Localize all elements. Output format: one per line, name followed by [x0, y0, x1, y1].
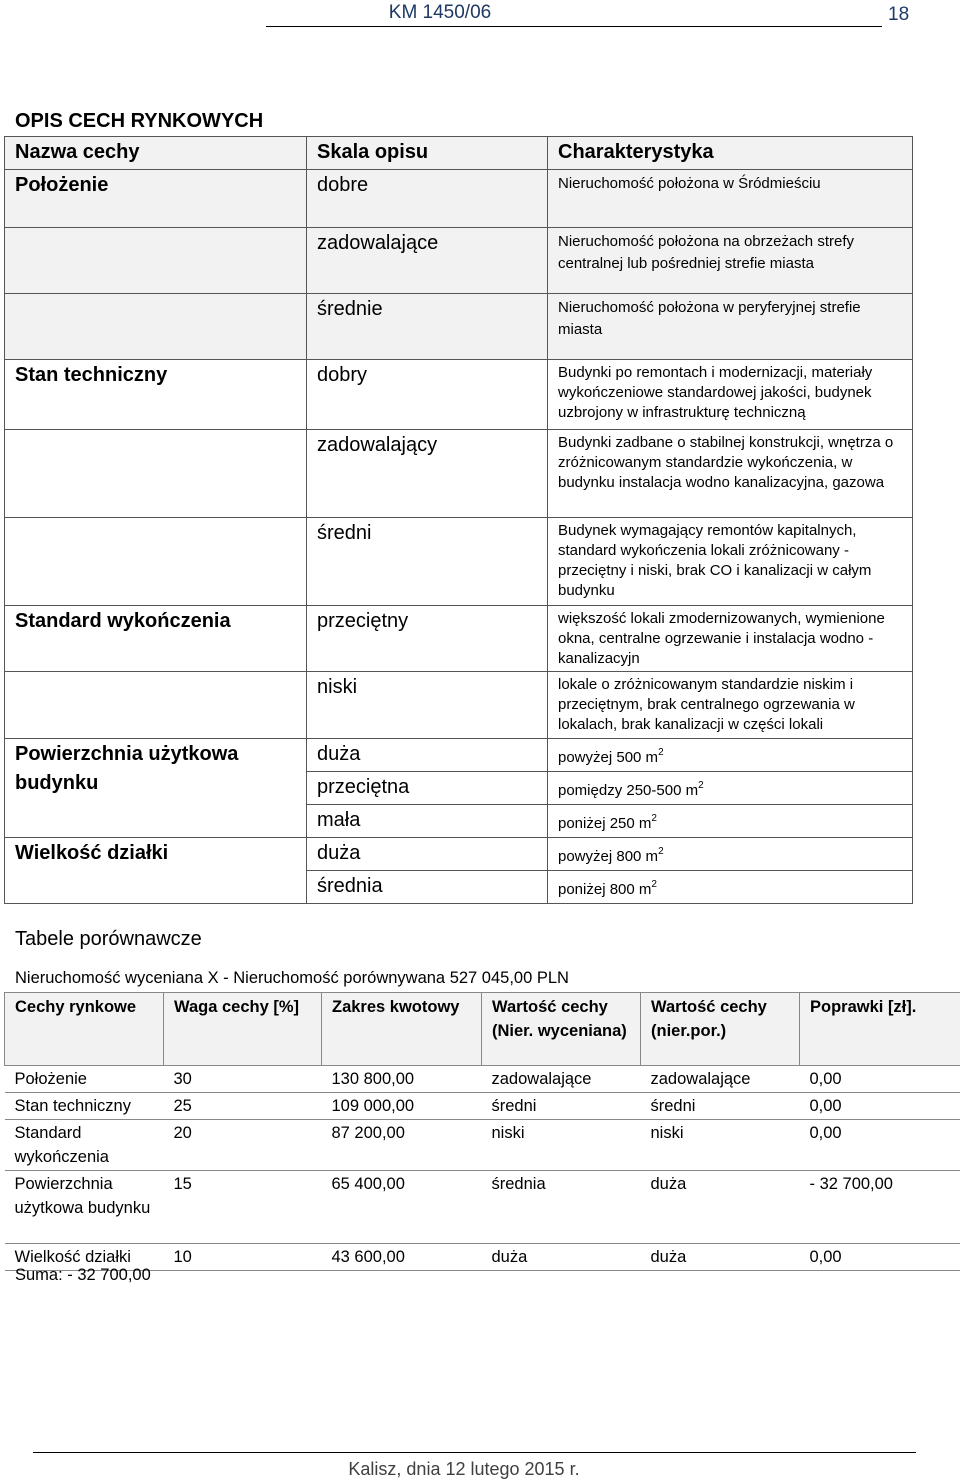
column-header: Nazwa cechy: [5, 137, 307, 170]
description-text: powyżej 800 m: [558, 848, 659, 865]
feature-cell: Powierzchnia użytkowa budynku: [5, 739, 307, 838]
description-cell: Budynki po remontach i modernizacji, materiały wykończeniowe standardowej jakości, budynek uzbrojony w infrastrukturę techniczną: [548, 360, 913, 430]
footer-date: Kalisz, dnia 12 lutego 2015 r.: [348, 1459, 580, 1479]
weight-cell: 10: [164, 1244, 322, 1271]
description-cell: [548, 772, 913, 805]
table-header-row: [5, 137, 913, 170]
feature-cell: Powierzchnia użytkowa budynku: [5, 1171, 164, 1244]
comparison-caption: Nieruchomość wyceniana X - Nieruchomość porównywana 527 045,00 PLN: [15, 969, 569, 987]
valued-cell: średni: [482, 1093, 641, 1120]
feature-cell: [5, 430, 307, 518]
correction-cell: - 32 700,00: [800, 1171, 960, 1244]
table-row: [5, 170, 913, 228]
table-row: [5, 1066, 960, 1093]
range-cell: 65 400,00: [322, 1171, 482, 1244]
column-header: Zakres kwotowy: [322, 993, 482, 1066]
description-cell: lokale o zróżnicowanym standardzie niskim i przeciętnym, brak centralnego ogrzewania w lokalach, brak kanalizacji w części lokali: [548, 672, 913, 739]
description-cell: większość lokali zmodernizowanych, wymienione okna, centralne ogrzewanie i instalacja wodno - kanalizacyjn: [548, 606, 913, 672]
feature-cell: Standard wykończenia: [5, 1120, 164, 1171]
description-text: poniżej 800 m: [558, 881, 652, 898]
scale-cell: średni: [307, 518, 548, 606]
valued-cell: średnia: [482, 1171, 641, 1244]
scale-cell: mała: [307, 805, 548, 838]
description-cell: Nieruchomość położona w Śródmieściu: [548, 170, 913, 228]
table-row: [5, 294, 913, 360]
page-number: 18: [888, 4, 910, 25]
description-cell: [548, 739, 913, 772]
feature-cell: [5, 672, 307, 739]
table-row: [5, 1171, 960, 1244]
correction-cell: 0,00: [800, 1120, 960, 1171]
column-header: Wartość cechy (nier.por.): [641, 993, 800, 1066]
description-text: pomiędzy 250-500 m: [558, 782, 699, 799]
correction-cell: 0,00: [800, 1244, 960, 1271]
column-header: Charakterystyka: [548, 137, 913, 170]
feature-cell: [5, 294, 307, 360]
feature-cell: Stan techniczny: [5, 1093, 164, 1120]
unit-exponent: 2: [651, 879, 657, 890]
weight-cell: 25: [164, 1093, 322, 1120]
scale-cell: średnie: [307, 294, 548, 360]
scale-cell: średnia: [307, 871, 548, 904]
feature-cell: Położenie: [5, 170, 307, 228]
feature-cell: Położenie: [5, 1066, 164, 1093]
scale-cell: dobre: [307, 170, 548, 228]
description-cell: [548, 871, 913, 904]
feature-cell: Wielkość działki: [5, 838, 307, 904]
description-cell: Nieruchomość położona w peryferyjnej strefie miasta: [548, 294, 913, 360]
table-row: [5, 606, 913, 672]
valued-cell: zadowalające: [482, 1066, 641, 1093]
description-cell: [548, 838, 913, 871]
scale-cell: duża: [307, 739, 548, 772]
description-cell: Budynek wymagający remontów kapitalnych, standard wykończenia lokali zróżnicowany - przeciętny i niski, brak CO i kanalizacji w całym budynku: [548, 518, 913, 606]
scale-cell: przeciętna: [307, 772, 548, 805]
range-cell: 130 800,00: [322, 1066, 482, 1093]
compared-cell: duża: [641, 1171, 800, 1244]
scale-cell: zadowalający: [307, 430, 548, 518]
feature-cell: Stan techniczny: [5, 360, 307, 430]
table-row: [5, 672, 913, 739]
scale-cell: zadowalające: [307, 228, 548, 294]
column-header: Poprawki [zł].: [800, 993, 960, 1066]
range-cell: 109 000,00: [322, 1093, 482, 1120]
scale-cell: dobry: [307, 360, 548, 430]
unit-exponent: 2: [658, 846, 664, 857]
header-rule: [266, 26, 882, 27]
table-row: [5, 838, 913, 871]
correction-cell: 0,00: [800, 1066, 960, 1093]
feature-cell: Wielkość działki: [5, 1244, 164, 1271]
sum-total: Suma: - 32 700,00: [15, 1266, 151, 1284]
table-row: [5, 1093, 960, 1120]
column-header: Skala opisu: [307, 137, 548, 170]
feature-cell: Standard wykończenia: [5, 606, 307, 672]
column-header: Cechy rynkowe: [5, 993, 164, 1066]
weight-cell: 15: [164, 1171, 322, 1244]
weight-cell: 20: [164, 1120, 322, 1171]
feature-cell: [5, 518, 307, 606]
compared-cell: średni: [641, 1093, 800, 1120]
range-cell: 87 200,00: [322, 1120, 482, 1171]
table-header-row: [5, 993, 960, 1066]
valued-cell: niski: [482, 1120, 641, 1171]
description-text: powyżej 500 m: [558, 749, 659, 766]
scale-cell: duża: [307, 838, 548, 871]
unit-exponent: 2: [658, 747, 664, 758]
table-row: [5, 1120, 960, 1171]
column-header: Wartość cechy (Nier. wyceniana): [482, 993, 641, 1066]
document-id: KM 1450/06: [388, 2, 492, 23]
column-header: Waga cechy [%]: [164, 993, 322, 1066]
scale-cell: niski: [307, 672, 548, 739]
description-cell: [548, 805, 913, 838]
compared-cell: duża: [641, 1244, 800, 1271]
table-row: [5, 430, 913, 518]
table-row: [5, 739, 913, 772]
footer-rule: [33, 1452, 916, 1453]
feature-cell: [5, 228, 307, 294]
correction-cell: 0,00: [800, 1093, 960, 1120]
table-row: [5, 360, 913, 430]
valued-cell: duża: [482, 1244, 641, 1271]
unit-exponent: 2: [698, 780, 704, 791]
table1-title: OPIS CECH RYNKOWYCH: [15, 110, 264, 132]
scale-cell: przeciętny: [307, 606, 548, 672]
market-features-table: [4, 136, 913, 904]
compared-cell: niski: [641, 1120, 800, 1171]
description-text: poniżej 250 m: [558, 815, 652, 832]
range-cell: 43 600,00: [322, 1244, 482, 1271]
weight-cell: 30: [164, 1066, 322, 1093]
description-cell: Nieruchomość położona na obrzeżach strefy centralnej lub pośredniej strefie miasta: [548, 228, 913, 294]
unit-exponent: 2: [651, 813, 657, 824]
comparison-table: [4, 992, 960, 1271]
description-cell: Budynki zadbane o stabilnej konstrukcji, wnętrza o zróżnicowanym standardzie wykończenia, w budynku instalacja wodno kanalizacyjna, gazowa: [548, 430, 913, 518]
table-row: [5, 228, 913, 294]
table2-title: Tabele porównawcze: [15, 928, 202, 950]
table-row: [5, 518, 913, 606]
compared-cell: zadowalające: [641, 1066, 800, 1093]
